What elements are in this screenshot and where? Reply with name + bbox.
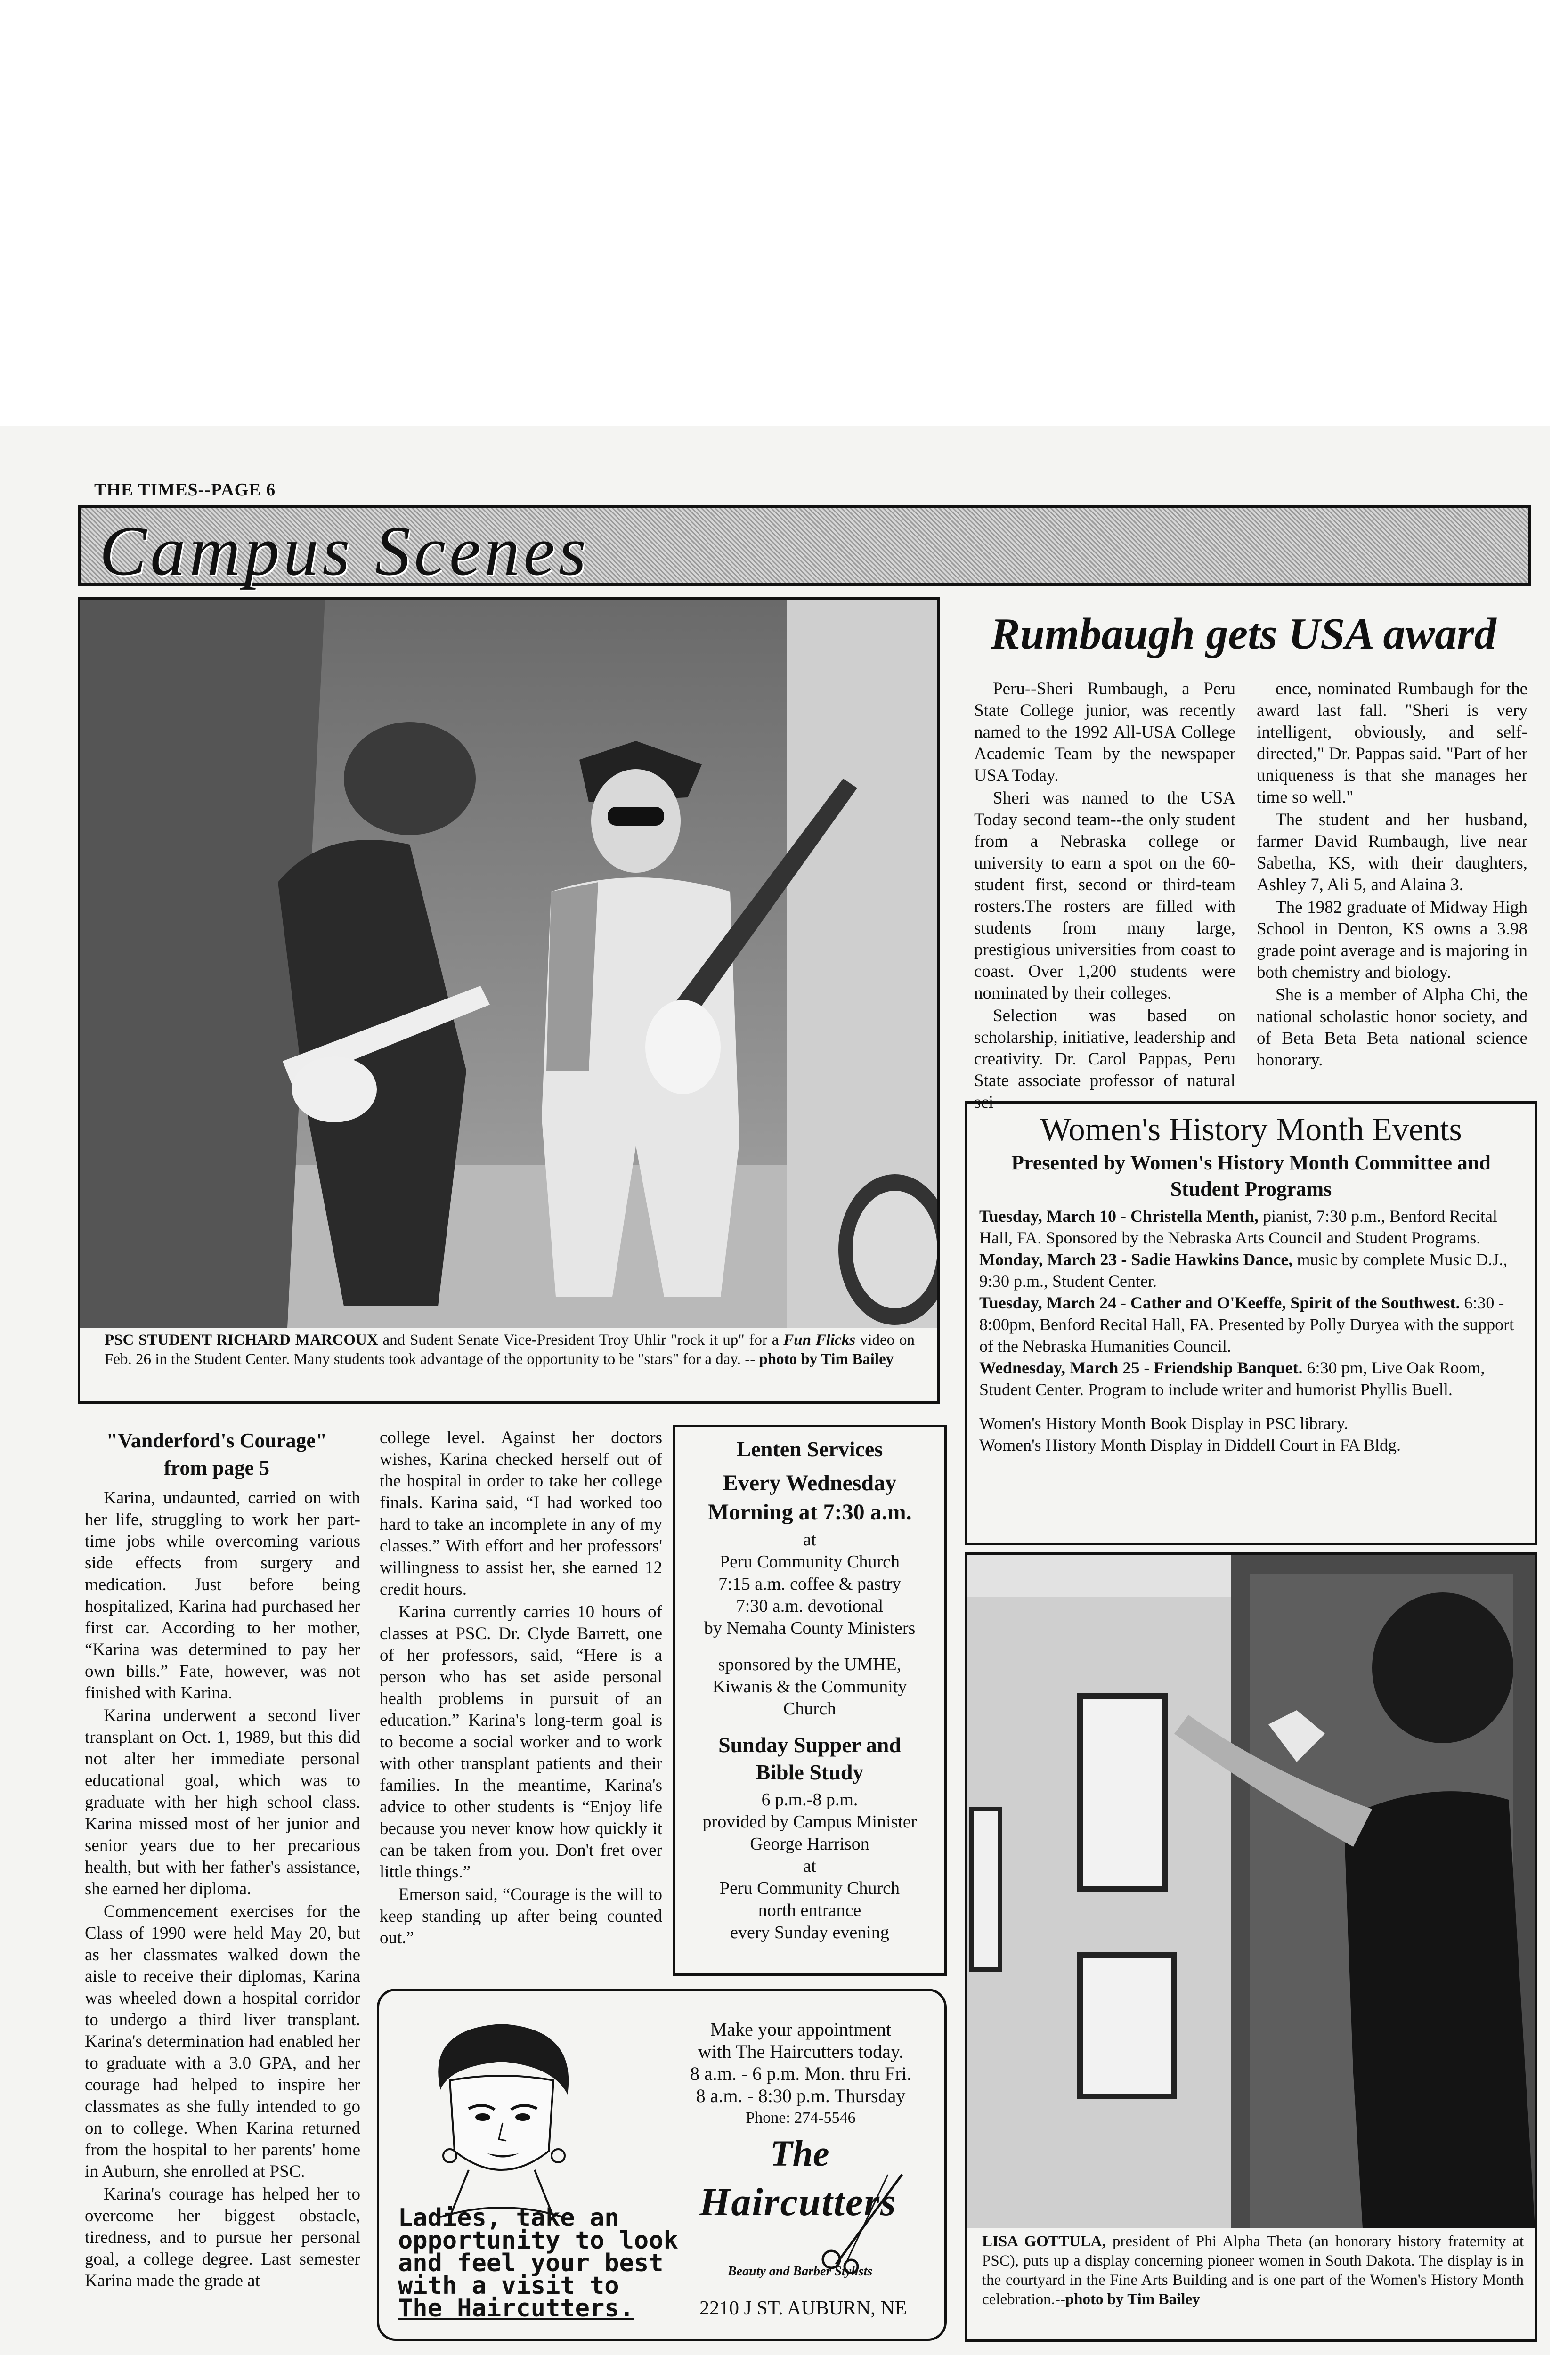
event-item: Tuesday, March 10 - Christella Menth, pianist, 7:30 p.m., Benford Recital Hall, FA. Sponsored by the Nebraska Arts Council and Student Programs. [979, 1207, 1497, 1247]
rock-band-photo [80, 600, 937, 1328]
display-photo [967, 1555, 1535, 2228]
caption-italic: Fun Flicks [783, 1332, 856, 1348]
lenten-title: Lenten Services [736, 1437, 883, 1461]
supper-line: every Sunday evening [730, 1923, 889, 1942]
rumbaugh-paragraph: The student and her husband, farmer David Rumbaugh, live near Sabetha, KS, with their daughters, Ashley 7, Ali 5, and Alaina 3. [1257, 810, 1527, 894]
events-list [979, 1205, 1523, 1456]
caption-mid: and Sudent Senate Vice-President Troy Uhlir "rock it up" for a [378, 1332, 784, 1348]
supper-line: at [803, 1856, 816, 1876]
vanderford-paragraph: Karina, undaunted, carried on with her life, struggling to work her part-time jobs while overcoming various side effects from surgery and medication. Just before being hospitalized, Karina had purchased her first car. According to her mother, “Karina was determined to pay her own bills.” Fate, however, was not finished with Karina. [85, 1488, 360, 1703]
ad-slogan: Ladies, take an opportunity to look and feel your best with a visit to The Haircutters. [398, 2204, 678, 2323]
supper-line: 6 p.m.-8 p.m. [761, 1790, 858, 1810]
appointment-text: Make your appointment with The Haircutters today. 8 a.m. - 6 p.m. Mon. thru Fri. 8 a.m. - 8:30 p.m. Thursday Phone: 274-5546 [690, 2019, 911, 2127]
top-photo-frame [78, 597, 940, 1404]
caption-tail: video on Feb. 26 in the Student Center. Many students took advantage of the opportunity to be "stars" for a day. -- [105, 1332, 915, 1368]
lenten-line: 7:30 a.m. devotional [736, 1596, 884, 1616]
caption-text: president of Phi Alpha Theta (an honorary history fraternity at PSC), puts up a display concerning pioneer women in South Dakota. The display is in the courtyard in the Fine Arts Building and is one part of the Women's History Month celebration.-- [982, 2233, 1524, 2308]
woman-portrait-drawing [398, 2010, 605, 2226]
section-title: Campus Scenes [99, 512, 590, 590]
rumbaugh-column-2 [1257, 678, 1527, 1072]
ad-address: 2210 J ST. AUBURN, NE [699, 2298, 907, 2319]
rumbaugh-paragraph: She is a member of Alpha Chi, the national scholastic honor society, and of Beta Beta Beta national science honorary. [1257, 985, 1527, 1070]
rumbaugh-paragraph: Sheri was named to the USA Today second team--the only student from a Nebraska college or university to earn a spot on the 60-student first, second or third-team rosters.The rosters are filled with students from many large, prestigious universities from coast to coast. Over 1,200 students were nominated by their colleges. [974, 788, 1235, 1003]
lenten-services-box [673, 1425, 947, 1976]
caption-credit: photo by Tim Bailey [1065, 2291, 1200, 2308]
caption-lead: LISA GOTTULA, [982, 2233, 1106, 2250]
bottom-photo-caption [982, 2232, 1524, 2309]
lenten-line: 7:15 a.m. coffee & pastry [718, 1574, 901, 1594]
lenten-line: at [803, 1530, 816, 1550]
logo-tagline: Beauty and Barber Stylists [728, 2264, 873, 2279]
vanderford-paragraph: Commencement exercises for the Class of 1990 were held May 20, but as her classmates walked down the aisle to receive their diplomas, Karina was wheeled down a hospital corridor to undergo a third liver transplant. Karina's determination had enabled her to graduate with a 3.0 GPA, and her courage had helped to inspire her classmates as she fully intended to go on to college. When Karina returned from the hospital to her parents' home in Auburn, she enrolled at PSC. [85, 1902, 360, 2181]
rumbaugh-paragraph: Selection was based on scholarship, initiative, leadership and creativity. Dr. Carol Pappas, Peru State associate professor of natural sci- [974, 1006, 1235, 1112]
logo-name: Haircutters [699, 2180, 897, 2224]
scissors-icon [817, 2170, 911, 2274]
rumbaugh-paragraph: The 1982 graduate of Midway High School in Denton, KS owns a 3.98 grade point average and is majoring in both chemistry and biology. [1257, 898, 1527, 982]
caption-lead: PSC STUDENT RICHARD MARCOUX [105, 1332, 378, 1348]
supper-line: north entrance [758, 1900, 861, 1920]
haircutters-ad [377, 1989, 947, 2341]
event-item: Wednesday, March 25 - Friendship Banquet. 6:30 pm, Live Oak Room, Student Center. Program to include writer and humorist Phyllis Buell. [979, 1358, 1485, 1399]
vanderford-paragraph: Karina currently carries 10 hours of classes at PSC. Dr. Clyde Barrett, one of her professors, said, “Here is a person who has set aside personal health problems in pursuit of an education.” Karina's long-term goal is to become a social worker and to work with other transplant patients and their families. In the meantime, Karina's advice to other students is “Enjoy life because you never know how quickly it can be taken from you. Don't fret over little things.” [380, 1602, 662, 1882]
lenten-sponsor: Church [783, 1699, 836, 1719]
bottom-photo-frame [965, 1552, 1537, 2342]
logo-the: The [770, 2133, 829, 2174]
display-note: Women's History Month Book Display in PSC library. [979, 1414, 1349, 1433]
rumbaugh-paragraph: Peru--Sheri Rumbaugh, a Peru State College junior, was recently named to the 1992 All-USA College Academic Team by the newspaper USA Today. [974, 679, 1235, 785]
vanderford-column-1 [85, 1487, 360, 2293]
vanderford-paragraph: college level. Against her doctors wishes, Karina checked herself out of the hospital in order to take her college finals. Karina said, “I had worked too hard to take an incomplete in any of my classes.” With effort and her professors' willingness to assist her, she earned 12 credit hours. [380, 1428, 662, 1599]
womens-history-subtitle: Presented by Women's History Month Committee and Student Programs [1011, 1151, 1491, 1201]
caption-credit: photo by Tim Bailey [759, 1351, 894, 1368]
vanderford-paragraph: Karina underwent a second liver transplant on Oct. 1, 1989, but this did not alter her immediate personal educational goal, which was to graduate with her high school class. Karina missed most of her junior and senior years due to her precarious health, but with her father's assistance, she earned her diploma. [85, 1706, 360, 1899]
supper-line: George Harrison [750, 1834, 869, 1854]
rumbaugh-headline: Rumbaugh gets USA award [991, 609, 1496, 658]
display-note: Women's History Month Display in Diddell Court in FA Bldg. [979, 1436, 1401, 1454]
event-item: Tuesday, March 24 - Cather and O'Keeffe, Spirit of the Southwest. 6:30 - 8:00pm, Benford Recital Hall, FA. Presented by Polly Duryea with the support of the Nebraska Humanities Council. [979, 1293, 1514, 1356]
top-photo-caption [105, 1331, 915, 1369]
vanderford-paragraph: Karina's courage has helped her to overcome her biggest obstacle, tiredness, and to pursue her personal goal, a college degree. Last semester Karina made the grade at [85, 2184, 360, 2290]
event-item: Monday, March 23 - Sadie Hawkins Dance, music by complete Music D.J., 9:30 p.m., Student Center. [979, 1250, 1508, 1291]
rumbaugh-column-1 [974, 678, 1235, 1114]
lenten-heading: Every Wednesday Morning at 7:30 a.m. [707, 1470, 912, 1525]
supper-line: provided by Campus Minister [702, 1812, 917, 1832]
lenten-sponsor: Kiwanis & the Community [712, 1677, 907, 1697]
womens-history-title: Women's History Month Events [1040, 1112, 1462, 1148]
vanderford-column-2 [380, 1427, 662, 1950]
lenten-line: Peru Community Church [719, 1552, 900, 1572]
lenten-line: by Nemaha County Ministers [704, 1618, 916, 1638]
page-header: THE TIMES--PAGE 6 [94, 480, 276, 500]
vanderford-title: "Vanderford's Courage" from page 5 [106, 1429, 327, 1479]
supper-line: Peru Community Church [719, 1878, 900, 1898]
womens-history-box [965, 1101, 1537, 1545]
vanderford-paragraph: Emerson said, “Courage is the will to keep standing up after being counted out.” [380, 1885, 662, 1948]
supper-title: Sunday Supper and Bible Study [718, 1733, 901, 1784]
lenten-sponsor: sponsored by the UMHE, [718, 1655, 902, 1674]
section-banner [78, 505, 1531, 590]
rumbaugh-paragraph: ence, nominated Rumbaugh for the award last fall. "Sheri is very intelligent, obviously, and self-directed," Dr. Pappas said. "Part of her uniqueness is that she manages her time so well." [1257, 679, 1527, 807]
